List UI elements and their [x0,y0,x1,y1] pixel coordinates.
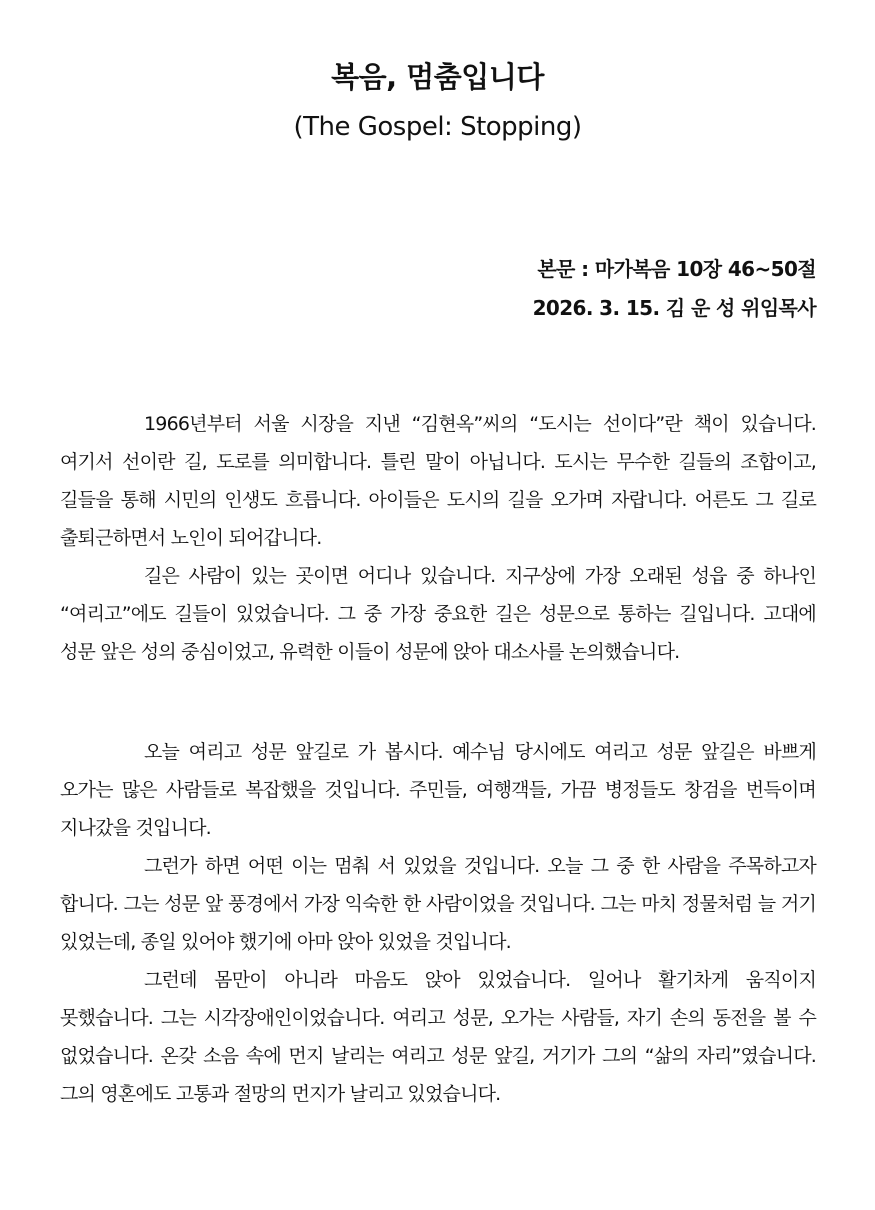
body-section-2 [60,733,816,1113]
body-section-1 [60,405,816,671]
scripture-reference: 본문 : 마가복음 10장 46~50절 [537,257,816,281]
paragraph: 그런가 하면 어떤 이는 멈춰 서 있었을 것입니다. 오늘 그 중 한 사람을 주목하고자 합니다. 그는 성문 앞 풍경에서 가장 익숙한 한 사람이었을 것입니다. 그는 마치 정물처럼 늘 거기 있었는데, 종일 있어야 했기에 아마 앉아 있었을 것입니다. [60,855,816,953]
sermon-subtitle: (The Gospel: Stopping) [293,112,582,142]
paragraph: 오늘 여리고 성문 앞길로 가 봅시다. 예수님 당시에도 여리고 성문 앞길은 바쁘게 오가는 많은 사람들로 복잡했을 것입니다. 주민들, 여행객들, 가끔 병정들도 창검을 번득이며 지나갔을 것입니다. [60,741,816,839]
paragraph: 그런데 몸만이 아니라 마음도 앉아 있었습니다. 일어나 활기차게 움직이지 못했습니다. 그는 시각장애인이었습니다. 여리고 성문, 오가는 사람들, 자기 손의 동전을 볼 수 없었습니다. 온갖 소음 속에 먼지 날리는 여리고 성문 앞길, 거기가 그의 “삶의 자리”였습니다. 그의 영혼에도 고통과 절망의 먼지가 날리고 있었습니다. [60,969,816,1105]
paragraph: 1966년부터 서울 시장을 지낸 “김현옥”씨의 “도시는 선이다”란 책이 있습니다. 여기서 선이란 길, 도로를 의미합니다. 틀린 말이 아닙니다. 도시는 무수한 길들의 조합이고, 길들을 통해 시민의 인생도 흐릅니다. 아이들은 도시의 길을 오가며 자랍니다. 어른도 그 길로 출퇴근하면서 노인이 되어갑니다. [60,413,816,549]
date-and-preacher: 2026. 3. 15. 김 운 성 위임목사 [532,296,816,320]
paragraph: 길은 사람이 있는 곳이면 어디나 있습니다. 지구상에 가장 오래된 성읍 중 하나인 “여리고”에도 길들이 있었습니다. 그 중 가장 중요한 길은 성문으로 통하는 길입니다. 고대에 성문 앞은 성의 중심이었고, 유력한 이들이 성문에 앉아 대소사를 논의했습니다. [60,565,816,663]
sermon-title: 복음, 멈춤입니다 [331,60,544,94]
